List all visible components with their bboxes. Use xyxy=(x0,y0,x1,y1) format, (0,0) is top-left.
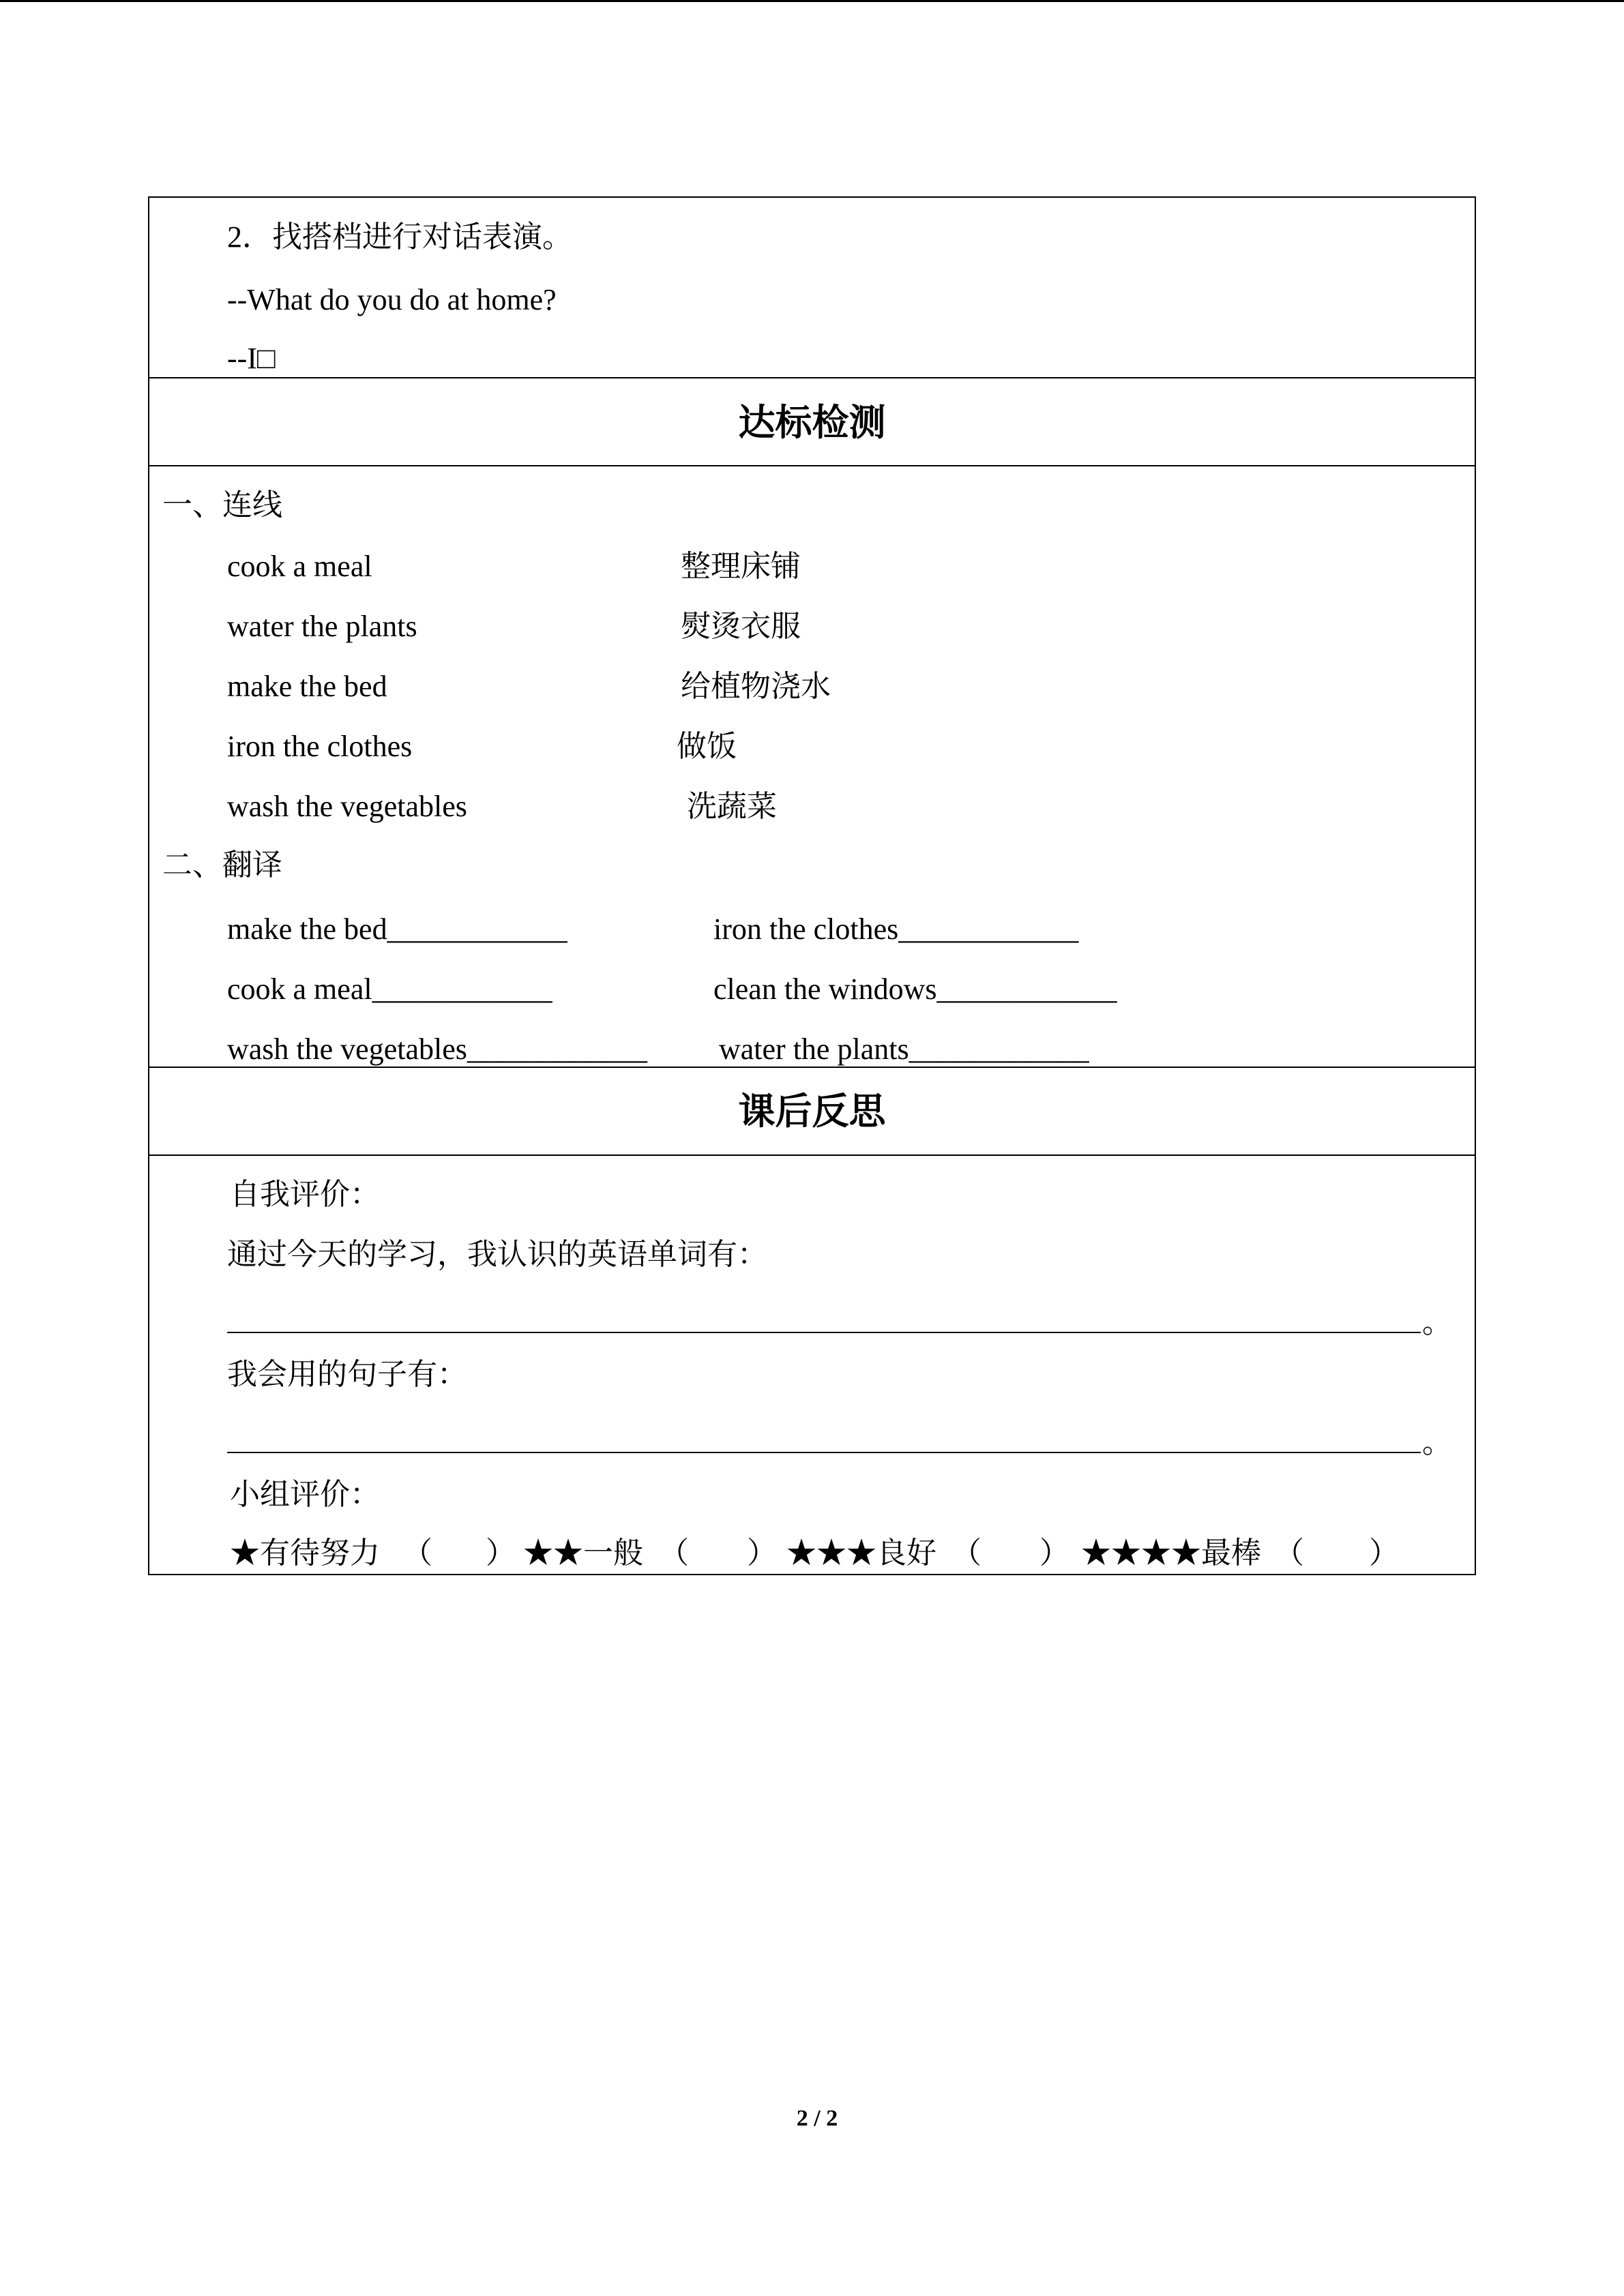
answer-line-sentences xyxy=(227,1452,1421,1453)
rating-paren-close: ） xyxy=(1039,1536,1069,1570)
translation-item: wash the vegetables____________ xyxy=(227,1032,647,1066)
rating-label: ★★★★最棒 xyxy=(1081,1536,1261,1570)
translation-item: cook a meal____________ xyxy=(227,972,552,1006)
rating-paren-open: （ xyxy=(1274,1536,1304,1570)
answer-line-words xyxy=(227,1332,1421,1333)
matching-english-item: wash the vegetables xyxy=(227,790,467,823)
matching-title: 一、连线 xyxy=(162,488,282,522)
matching-english-item: iron the clothes xyxy=(227,730,413,763)
row-divider xyxy=(148,377,1476,378)
translation-item: water the plants____________ xyxy=(719,1032,1089,1066)
section-heading-reflection: 课后反思 xyxy=(738,1091,886,1132)
rating-paren-close: ） xyxy=(1369,1536,1399,1570)
matching-english-item: cook a meal xyxy=(227,550,372,583)
words-prompt: 通过今天的学习，我认识的英语单词有： xyxy=(227,1238,767,1271)
dialogue-answer: --I□ xyxy=(227,342,276,375)
translation-item: clean the windows____________ xyxy=(713,972,1117,1006)
row-divider xyxy=(148,465,1476,466)
practice-task: 2．找搭档进行对话表演。 xyxy=(227,220,572,254)
rating-paren-close: ） xyxy=(747,1536,777,1570)
sentences-prompt: 我会用的句子有： xyxy=(227,1358,467,1391)
matching-chinese-item: 熨烫衣服 xyxy=(681,610,801,643)
self-evaluation-title: 自我评价： xyxy=(230,1178,380,1211)
dialogue-question: --What do you do at home? xyxy=(227,283,557,316)
matching-chinese-item: 给植物浇水 xyxy=(681,670,831,703)
section-heading-test: 达标检测 xyxy=(738,402,886,443)
rating-label: ★有待努力 xyxy=(230,1536,380,1570)
rating-paren-close: ） xyxy=(486,1536,516,1570)
translation-item: make the bed____________ xyxy=(227,912,567,946)
rating-paren-open: （ xyxy=(951,1536,981,1570)
translation-title: 二、翻译 xyxy=(162,848,282,882)
top-edge-rule xyxy=(0,0,1624,2)
group-evaluation-title: 小组评价： xyxy=(230,1478,380,1511)
row-divider xyxy=(148,1067,1476,1068)
row-divider xyxy=(148,1154,1476,1156)
matching-english-item: water the plants xyxy=(227,610,417,643)
matching-english-item: make the bed xyxy=(227,670,387,703)
rating-label: ★★一般 xyxy=(523,1536,643,1570)
matching-chinese-item: 整理床铺 xyxy=(681,550,801,583)
end-mark: 。 xyxy=(1422,1306,1452,1339)
rating-paren-open: （ xyxy=(659,1536,689,1570)
matching-chinese-item: 洗蔬菜 xyxy=(687,790,777,823)
end-mark: 。 xyxy=(1422,1426,1452,1459)
matching-chinese-item: 做饭 xyxy=(677,730,737,763)
page-number: 2 / 2 xyxy=(796,2106,838,2131)
translation-item: iron the clothes____________ xyxy=(713,912,1079,946)
rating-paren-open: （ xyxy=(402,1536,432,1570)
rating-label: ★★★良好 xyxy=(786,1536,936,1570)
